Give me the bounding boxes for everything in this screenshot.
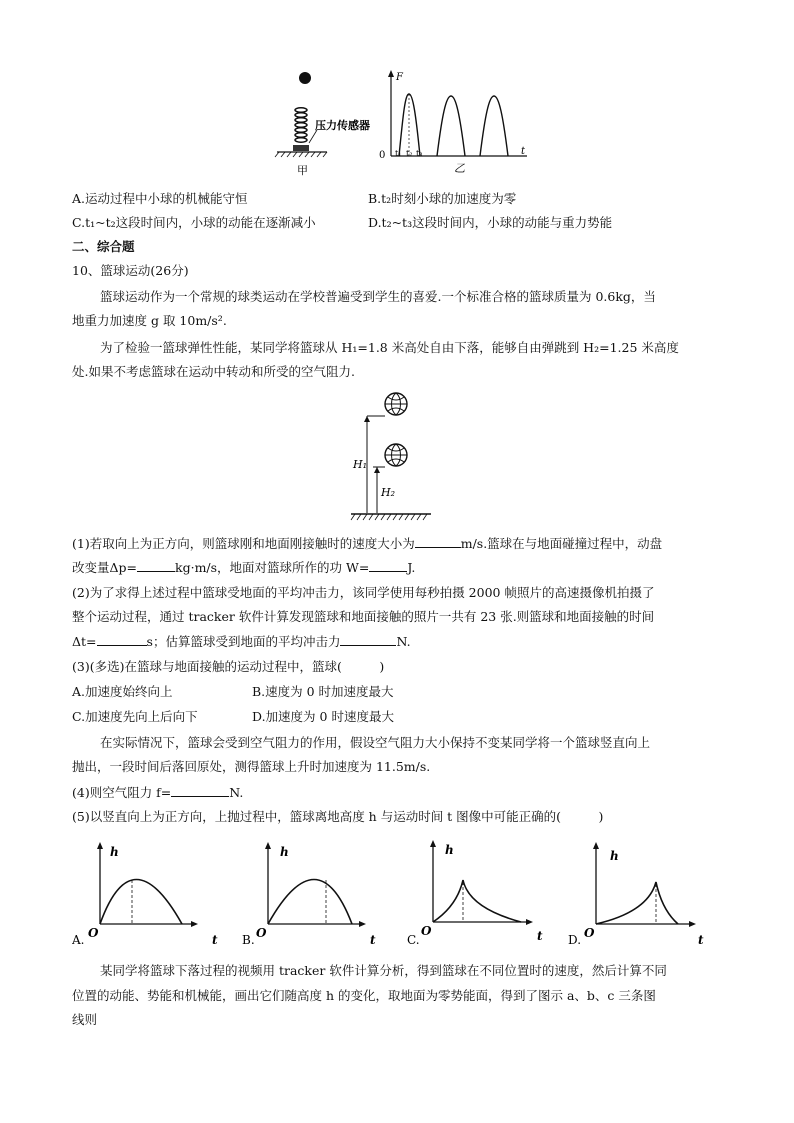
yi-label: 乙: [454, 162, 465, 175]
para4-line-1: 某同学将篮球下落过程的视频用 tracker 软件计算分析，得到篮球在不同位置时的速度，然后计算不同: [100, 963, 667, 978]
q2-line-1: (2)为了求得上述过程中篮球受地面的平均冲击力，该同学使用每秒拍摄 2000 帧照片的高速摄像机拍摄了: [72, 585, 655, 600]
svg-text:B.: B.: [242, 933, 255, 947]
ball-icon: [299, 72, 311, 84]
option-d: D.t₂~t₃这段时间内，小球的动能与重力势能: [368, 215, 613, 230]
q5-stem: (5)以竖直向上为正方向，上抛过程中，篮球离地高度 h 与运动时间 t 图像中可能正确的( ): [72, 809, 604, 824]
q3-option-a: A.加速度始终向上: [72, 684, 173, 699]
svg-text:h: h: [445, 843, 454, 857]
answer-blank-momentum[interactable]: [137, 559, 175, 572]
svg-text:t: t: [212, 933, 218, 947]
svg-text:t: t: [370, 933, 376, 947]
f-axis-label: F: [396, 72, 403, 83]
q4-line: (4)则空气阻力 f= N.: [72, 785, 244, 800]
answer-blank-work[interactable]: [369, 559, 407, 572]
t3-label: t₃: [416, 149, 423, 158]
svg-text:h: h: [280, 845, 289, 859]
basketball-icon: [385, 444, 407, 466]
svg-text:t: t: [698, 933, 704, 947]
t-axis-label: t: [521, 146, 526, 157]
graph-b: [240, 840, 390, 948]
q3-option-c: C.加速度先向上后向下: [72, 709, 198, 724]
force-curve: [399, 94, 508, 156]
question-10-title: 10、篮球运动(26分): [72, 263, 189, 278]
sensor-label: 压力传感器: [315, 119, 370, 132]
para2-line-1: 为了检验一篮球弹性性能，某同学将篮球从 H₁=1.8 米高处自由下落，能够自由弹跳到 H₂=1.25 米高度: [100, 340, 679, 355]
origin-label: 0: [379, 150, 386, 161]
option-b: B.t₂时刻小球的加速度为零: [368, 191, 517, 206]
svg-text:D.: D.: [568, 933, 582, 947]
svg-text:h: h: [110, 845, 119, 859]
svg-text:A.: A.: [72, 933, 85, 947]
q2-line-2: 整个运动过程，通过 tracker 软件计算发现篮球和地面接触的照片一共有 23 张.则篮球和地面接触的时间: [72, 609, 655, 624]
t1-label: t₁: [395, 149, 402, 158]
q1-line-1: (1)若取向上为正方向，则篮球刚和地面刚接触时的速度大小为 m/s.篮球在与地面碰撞过程中，动盘: [72, 536, 663, 551]
graph-d: [566, 840, 716, 948]
h1-label: H₁: [353, 458, 368, 471]
answer-blank-velocity[interactable]: [415, 535, 461, 548]
svg-text:O: O: [584, 926, 595, 940]
q3-option-d: D.加速度为 0 时速度最大: [252, 709, 394, 724]
svg-text:O: O: [421, 924, 432, 938]
q2-line-3: Δt= s；估算篮球受到地面的平均冲击力 N.: [72, 634, 411, 649]
figure-top: [265, 66, 535, 178]
option-c: C.t₁~t₂这段时间内，小球的动能在逐渐减小: [72, 215, 316, 230]
svg-text:O: O: [88, 926, 99, 940]
para2-line-2: 处.如果不考虑篮球在运动中转动和所受的空气阻力.: [72, 364, 355, 379]
intro-line-2: 地重力加速度 g 取 10m/s².: [72, 313, 227, 328]
jia-label: 甲: [297, 164, 308, 177]
sensor-block: [293, 145, 309, 151]
para4-line-2: 位置的动能、势能和机械能，画出它们随高度 h 的变化，取地面为零势能面，得到了图示 a、b、c 三条图: [72, 988, 656, 1003]
q3-option-b: B.速度为 0 时加速度最大: [252, 684, 394, 699]
answer-blank-drag[interactable]: [171, 784, 229, 797]
svg-text:O: O: [256, 926, 267, 940]
graph-c: [405, 836, 555, 944]
q3-stem: (3)(多选)在篮球与地面接触的运动过程中，篮球( ): [72, 659, 385, 674]
svg-text:h: h: [610, 849, 619, 863]
graph-a: [72, 840, 222, 948]
spring-icon: [295, 108, 307, 142]
svg-text:C.: C.: [407, 933, 420, 944]
q1-line-2: 改变量Δp= kg·m/s，地面对篮球所作的功 W= J.: [72, 560, 416, 575]
basketball-icon: [385, 393, 407, 415]
option-a: A.运动过程中小球的机械能守恒: [72, 191, 248, 206]
answer-blank-time[interactable]: [97, 633, 147, 646]
intro-line-1: 篮球运动作为一个常规的球类运动在学校普遍受到学生的喜爱.一个标准合格的篮球质量为 0.6kg，当: [100, 289, 656, 304]
h2-label: H₂: [381, 486, 396, 499]
para3-line-1: 在实际情况下，篮球会受到空气阻力的作用，假设空气阻力大小保持不变某同学将一个篮球竖直向上: [100, 735, 651, 750]
para3-line-2: 抛出，一段时间后落回原处，测得篮球上升时加速度为 11.5m/s.: [72, 759, 431, 774]
t2-label: t₂: [406, 149, 413, 158]
svg-text:t: t: [537, 929, 543, 943]
answer-blank-force[interactable]: [340, 633, 396, 646]
section-title: 二、综合题: [72, 239, 135, 254]
figure-basketball: [345, 388, 435, 522]
para4-line-3: 线则: [72, 1012, 98, 1027]
